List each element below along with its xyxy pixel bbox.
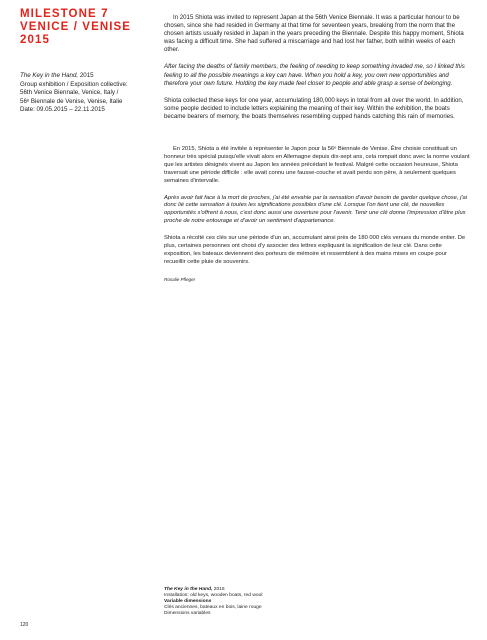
english-paragraph-1: In 2015 Shiota was invited to represent Japan at the 56th Venice Biennale. It was a particular honour to be chosen, since she had resided in Germany at that time for seventeen years, breaking from the norm that the chosen artists usually resided in Japan in the years preceding the Biennale. Despite this happy moment, Shiota was facing a difficult time. She had suffered a miscarriage and had lost her father, both within weeks of each other. (164, 14, 464, 54)
page-heading (20, 8, 140, 47)
meta-line: Group exhibition / Exposition collective: (20, 80, 128, 88)
caption-line: Clés anciennes, bateaux en bois, laine rouge (164, 605, 262, 611)
image-caption (164, 587, 404, 617)
section-gap (164, 130, 470, 146)
french-paragraph-3: Shiota a récolté ces clés sur une période d'un an, accumulant ainsi près de 180 000 clés venues du monde entier. De plus, certaines personnes ont choisi d'y associer des lettres expliquant la signification de leur clé. Dans cette exposition, les bateaux deviennent des porteurs de mémoire et ressemblent à des mains mises en coupe pour recueillir cette pluie de souvenirs. (164, 235, 466, 265)
page-number: 120 (20, 622, 29, 628)
caption-line: Dimensions variables (164, 611, 211, 617)
heading-line: VENICE / VENISE (20, 21, 132, 33)
english-paragraph-3: Shiota collected these keys for one year, accumulating 180,000 keys in total from all over the world. In addition, some people decided to include letters explaining the meaning of their key. Within the exhibition, the boats became bearers of memory, the boats themselves resembling cupped hands catching this rain of memories. (164, 96, 464, 120)
french-quote: Après avoir fait face à la mort de proches, j'ai été envahie par la sensation d'avoir besoin de garder quelque chose, j'ai donc lié cette sensation à toutes les significations possibles d'une clé. Lorsque l'on tient une clé, de nouvelles opportunités s'offrent à nous, c'est donc aussi une ouverture pour l'avenir. Tenir une clé donne l'impression d'être plus proche de notre entourage et d'avoir un sentiment d'appartenance. (164, 194, 468, 225)
caption-year: 2015 (212, 587, 225, 592)
french-paragraph-1: En 2015, Shiota a été invitée à représenter le Japon pour la 56ᵉ Biennale de Venise. Être choisie constituait un honneur très spécial puisqu'elle vivait alors en Allemagne depuis dix-sept ans, cela rompait donc avec la norme voulant que les artistes désignés vivent au Japon les années précédant le festival. Malgré cette occasion heureuse, Shiota traversait une période difficile : elle avait connu une fausse-couche et avait perdu son père, à seulement quelques semaines d'intervalle. (164, 146, 470, 184)
meta-line: 56ᵉ Biennale de Venise, Venise, Italie (20, 97, 123, 105)
work-title-line (20, 72, 155, 81)
heading-line: MILESTONE 7 (20, 8, 109, 20)
english-quote: After facing the deaths of family members, the feeling of needing to keep something invaded me, so I linked this feeling to all the possible meanings a key can have. When you hold a key, you own new opportunities and therefore your own future. Holding the key made feel closer to people and able grasp a sense of belonging. (164, 63, 465, 87)
work-metadata (20, 72, 155, 115)
author-signature: Rosalie Pfleger (164, 276, 196, 282)
french-text (164, 146, 470, 267)
caption-line: Installation: old keys, wooden boats, red wool (164, 593, 263, 599)
heading-line: 2015 (20, 34, 50, 46)
caption-title: The Key in the Hand, (164, 587, 213, 592)
meta-line: 56th Venice Biennale, Venice, Italy / (20, 89, 119, 97)
meta-line: Date: 09.05.2015 – 22.11.2015 (20, 106, 105, 114)
main-text-column (164, 14, 470, 284)
work-year: 2015 (78, 72, 94, 79)
work-title: The Key in the Hand, (20, 72, 79, 79)
caption-line: Variable dimensions (164, 599, 212, 605)
